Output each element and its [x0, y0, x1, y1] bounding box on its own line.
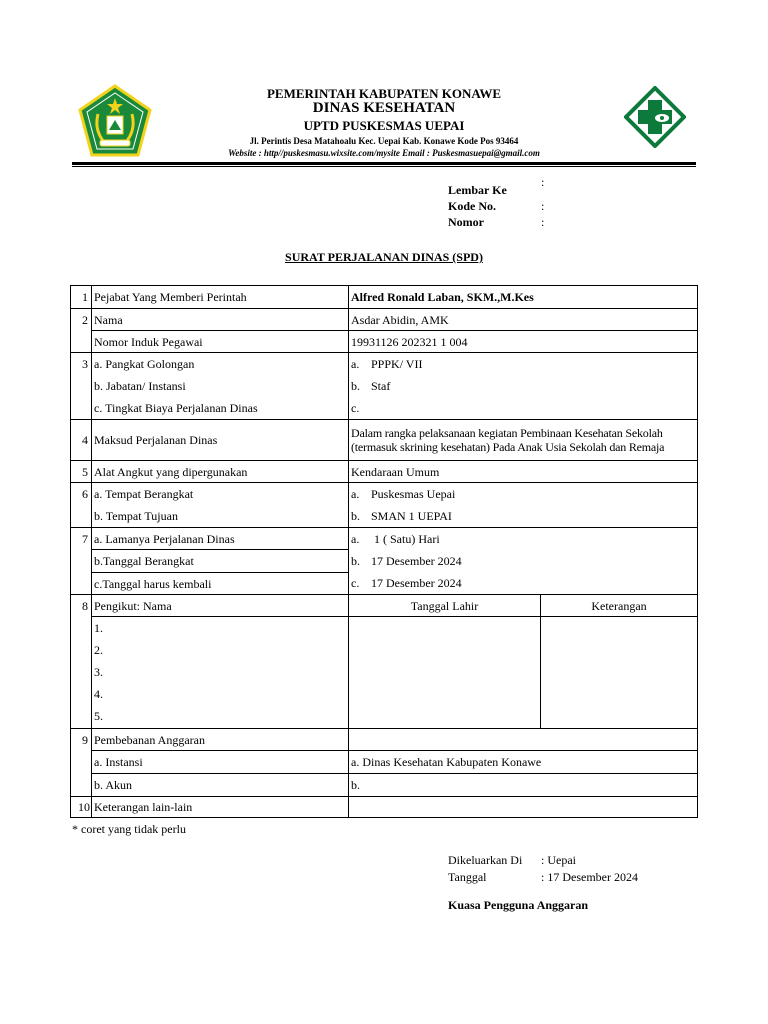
document-title: SURAT PERJALANAN DINAS (SPD): [285, 250, 483, 264]
rank-label: a. Pangkat Golongan: [94, 357, 195, 371]
other-notes-label: Keterangan lain-lain: [92, 797, 349, 818]
birth-date-cell: [349, 617, 541, 729]
remarks-header: Keterangan: [541, 595, 698, 617]
row-label: Pejabat Yang Memberi Perintah: [92, 286, 349, 309]
follower-item: 5.: [94, 709, 103, 723]
agency-label: a. Instansi: [92, 751, 349, 774]
row-number: 4: [71, 420, 92, 461]
lembar-value: :: [541, 175, 545, 189]
return-date-label: c.Tanggal harus kembali: [92, 573, 349, 595]
meta-block: [0, 174, 768, 234]
departure-place-label: a. Tempat Berangkat: [94, 487, 194, 501]
row-number: 10: [71, 797, 92, 818]
table-row: [71, 729, 698, 751]
followers-label: Pengikut: Nama: [92, 595, 349, 617]
follower-item: 4.: [94, 687, 103, 701]
departure-date-value: 17 Desember 2024: [371, 554, 462, 568]
lembar-label: Lembar Ke: [448, 183, 507, 197]
account-label: b. Akun: [92, 774, 349, 797]
row-label: Maksud Perjalanan Dinas: [92, 420, 349, 461]
row-number: 6: [71, 483, 92, 528]
table-row: [71, 617, 698, 729]
row-number: 1: [71, 286, 92, 309]
nomor-label: Nomor: [448, 215, 484, 229]
issuing-official: Alfred Ronald Laban, SKM.,M.Kes: [349, 286, 698, 309]
header-rule-thick: [72, 162, 696, 165]
row-label: Nama: [92, 309, 349, 331]
row-label: Alat Angkut yang dipergunakan: [92, 461, 349, 483]
account-value: b.: [349, 774, 698, 797]
position-label: b. Jabatan/ Instansi: [94, 379, 186, 393]
table-row: [71, 751, 698, 774]
agency-value: a. Dinas Kesehatan Kabupaten Konawe: [349, 751, 698, 774]
table-row: [71, 461, 698, 483]
date-value: : 17 Desember 2024: [541, 870, 638, 884]
row-number: 3: [71, 353, 92, 420]
table-row: [71, 331, 698, 353]
header-government: PEMERINTAH KABUPATEN KONAWE: [266, 86, 501, 101]
table-row: c.Tanggal harus kembali c. 17 Desember 2024: [71, 573, 698, 595]
destination-value: SMAN 1 UEPAI: [371, 509, 452, 523]
follower-item: 3.: [94, 665, 103, 679]
remarks-cell: [541, 617, 698, 729]
table-row: b.Tanggal Berangkat b. 17 Desember 2024: [71, 550, 698, 573]
authority-title: Kuasa Pengguna Anggaran: [448, 898, 589, 912]
rank-value: PPPK/ VII: [371, 357, 423, 371]
table-row: 6 a. Tempat Berangkat b. Tempat Tujuan a. Puskesmas Uepai b. SMAN 1 UEPAI: [71, 483, 698, 528]
issued-value: : Uepai: [541, 853, 576, 867]
row-number: 8: [71, 595, 92, 617]
row-number: 9: [71, 729, 92, 751]
table-row: [71, 420, 698, 461]
destination-label: b. Tempat Tujuan: [94, 509, 178, 523]
table-row: [71, 309, 698, 331]
employee-nip: 19931126 202321 1 004: [349, 331, 698, 353]
header-rule-thin: [72, 166, 696, 167]
duration-value: 1 ( Satu) Hari: [371, 531, 440, 546]
signature-block: [0, 852, 768, 892]
other-notes-value: [349, 797, 698, 818]
header-department: DINAS KESEHATAN: [312, 100, 456, 116]
birth-date-header: Tanggal Lahir: [349, 595, 541, 617]
kode-value: :: [541, 199, 545, 213]
row-number: 2: [71, 309, 92, 331]
table-row: [71, 797, 698, 818]
header-website: Website : http//puskesmasu.wixsite.com/mysite Email : Puskesmasuepai@gmail.com: [228, 148, 540, 158]
row-label: Nomor Induk Pegawai: [92, 331, 349, 353]
departure-date-label: b.Tanggal Berangkat: [92, 550, 349, 573]
spd-table: [70, 285, 698, 818]
kode-label: Kode No.: [448, 199, 496, 213]
footnote: * coret yang tidak perlu: [72, 822, 186, 836]
purpose-line-2: (termasuk skrining kesehatan) Pada Anak Usia Sekolah dan Remaja: [351, 440, 665, 454]
purpose-line-1: Dalam rangka pelaksanaan kegiatan Pembinaan Kesehatan Sekolah: [351, 426, 663, 440]
departure-place-value: Puskesmas Uepai: [371, 487, 456, 501]
table-row: [71, 286, 698, 309]
duration-label: a. Lamanya Perjalanan Dinas: [92, 528, 349, 550]
date-label: Tanggal: [448, 870, 487, 884]
return-date-value: 17 Desember 2024: [371, 576, 462, 591]
cost-level-label: c. Tingkat Biaya Perjalanan Dinas: [94, 401, 258, 415]
nomor-value: :: [541, 215, 545, 229]
header-address: Jl. Perintis Desa Matahoalu Kec. Uepai Kab. Konawe Kode Pos 93464: [249, 136, 519, 146]
follower-item: 2.: [94, 643, 103, 657]
header-unit: UPTD PUSKESMAS UEPAI: [303, 118, 465, 133]
issued-label: Dikeluarkan Di: [448, 853, 523, 867]
table-row: 3 a. Pangkat Golongan b. Jabatan/ Instansi c. Tingkat Biaya Perjalanan Dinas a. PPPK/ VII b. Staf c.: [71, 353, 698, 420]
table-row: [71, 774, 698, 797]
position-value: Staf: [371, 379, 391, 393]
budget-label: Pembebanan Anggaran: [92, 729, 349, 751]
table-row: [71, 595, 698, 617]
employee-name: Asdar Abidin, AMK: [349, 309, 698, 331]
row-number: 7: [71, 528, 92, 550]
transport-value: Kendaraan Umum: [349, 461, 698, 483]
table-row: 7 a. Lamanya Perjalanan Dinas a. 1 ( Satu) Hari: [71, 528, 698, 550]
follower-item: 1.: [94, 621, 103, 635]
row-number: 5: [71, 461, 92, 483]
